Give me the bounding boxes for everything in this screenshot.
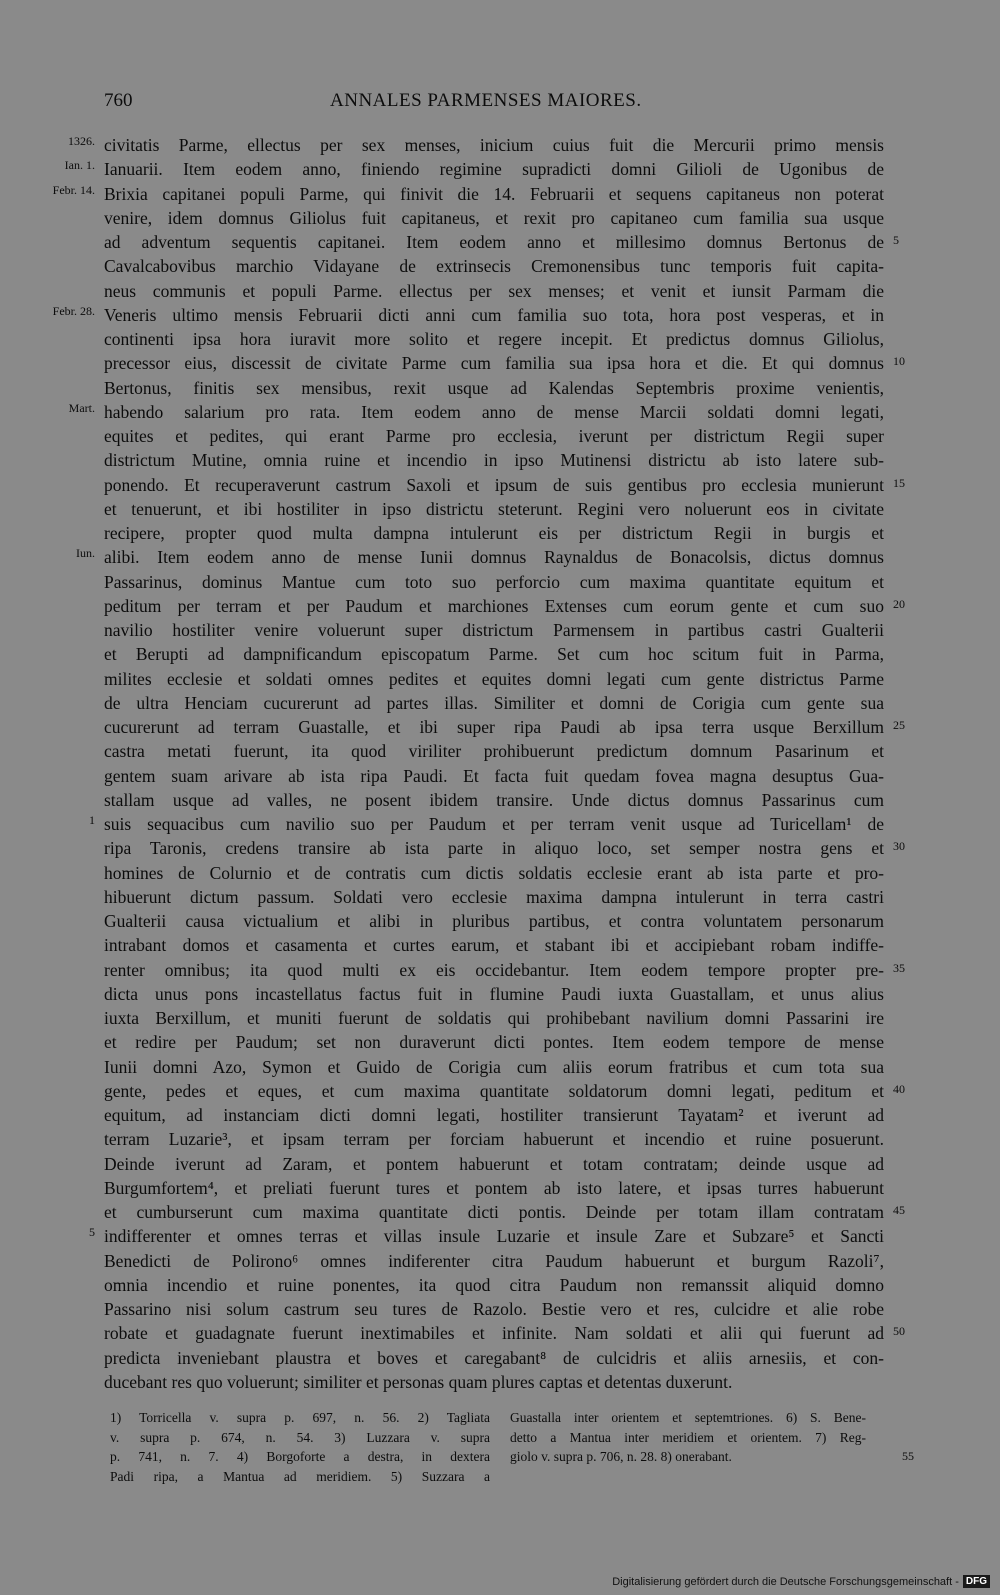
line-text: Cavalcabovibus marchio Vidayane de extrinsecis Cremonensibus tunc temporis fuit capita- [104,256,884,277]
line-text: equitum, ad instanciam dicti domni legati, hostiliter transierunt Tayatam² et iverunt ad [104,1105,884,1125]
text-line [0,1200,1000,1224]
margin-note: Mart. [68,400,95,415]
line-text: predicta inveniebant plaustra et boves et caregabant⁸ de culcidris et aliis arnesiis, et con- [104,1347,884,1368]
text-line [0,982,1000,1006]
line-text: iuxta Berxillum, et muniti fuerunt de soldatis qui prohibebant navilium domni Passarini ire [104,1008,884,1028]
footnote-col-right: Guastalla inter orientem et septemtriones. 6) S. Bene- [510,1410,866,1425]
text-line [0,618,1000,642]
line-number: 45 [893,1203,905,1217]
text-line [0,182,1000,206]
credit-text: Digitalisierung gefördert durch die Deutsche Forschungsgemeinschaft - [612,1575,959,1588]
line-text: navilio hostiliter venire voluerunt super districtum Parmensem in partibus castri Gualterii [104,620,884,640]
footnote-col-left: p. 741, n. 7. 4) Borgoforte a destra, in dextera [110,1449,490,1464]
line-text: Iunii domni Azo, Symon et Guido de Corigia cum aliis eorum fratribus et cum tota sua [104,1056,884,1077]
line-number: 10 [893,354,905,369]
text-line [0,885,1000,909]
digitization-credit [612,1575,990,1588]
line-text: de ultra Henciam cucurerunt ad partes illas. Similiter et domni de Corigia cum gente sua [104,692,884,713]
text-line [0,303,1000,327]
line-text: alibi. Item eodem anno de mense Iunii domnus Raynaldus de Bonacolsis, dictus domnus [104,547,884,568]
text-line [0,1079,1000,1103]
line-text: Bertonus, finitis sex mensibus, rexit usque ad Kalendas Septembris proxime venientis, [104,377,884,398]
text-line [0,473,1000,497]
line-text: homines de Colurnio et de contratis cum dictis soldatis ecclesie erant ab ista parte et pro- [104,862,884,883]
text-line [0,1346,1000,1370]
text-line [0,424,1000,448]
line-number: 25 [893,718,905,732]
line-number: 5 [893,233,899,247]
text-line [0,327,1000,351]
text-line [0,1273,1000,1297]
margin-note: 1326. [68,134,95,148]
line-text: cucurerunt ad terram Guastalle, et ibi super ripa Paudi ab ipsa terra usque Berxillum [104,717,884,737]
line-text: renter omnibus; ita quod multi ex eis occidebantur. Item eodem tempore propter pre- [104,959,884,980]
text-line [0,909,1000,933]
line-text: districtum Mutine, omnia ruine et incendio in ipso Mutinensi districtu ab isto latere sub- [104,450,884,471]
text-line [0,376,1000,400]
margin-note: 5 [89,1225,95,1240]
main-text [0,133,1000,1394]
text-line [0,1370,1000,1394]
footnote-row [0,1467,1000,1487]
text-line [0,788,1000,812]
line-number: 15 [893,475,905,490]
line-text: Brixia capitanei populi Parme, qui finivit die 14. Februarii et sequens capitaneus non poterat [104,183,884,204]
footnote-col-left: 1) Torricella v. supra p. 697, n. 56. 2) Tagliata [110,1410,490,1425]
text-line [0,1224,1000,1248]
line-text: et cumburserunt cum maxima quantitate dicti pontis. Deinde per totam illam contratam [104,1202,884,1222]
margin-note: Febr. 28. [52,303,95,318]
line-text: Passarinus, dominus Mantue cum toto suo perforcio cum maxima quantitate equitum et [104,571,884,592]
footnote-col-left: v. supra p. 674, n. 54. 3) Luzzara v. supra [110,1429,490,1445]
line-text: recipere, propter quod multa dampna intulerunt eis per districtum Regii in burgis et [104,523,884,543]
line-number: 40 [893,1081,905,1096]
text-line [0,351,1000,375]
text-line [0,1006,1000,1030]
text-line [0,764,1000,788]
line-text: Passarino nisi solum castrum seu tures de Razolo. Bestie vero et res, culcidre et alie robe [104,1299,884,1319]
text-line [0,1152,1000,1176]
margin-note: Febr. 14. [52,182,95,197]
text-line [0,133,1000,157]
line-number: 20 [893,596,905,611]
text-line [0,1176,1000,1200]
footnote-col-right: giolo v. supra p. 706, n. 28. 8) onerabant. [510,1449,732,1464]
line-text: suis sequacibus cum navilio suo per Paudum et per terram venit usque ad Turicellam¹ de [104,814,884,834]
text-line [0,521,1000,545]
line-text: robate et guadagnate fuerunt inextimabiles et infinite. Nam soldati et alii qui fuerunt ad [104,1323,884,1344]
line-text: civitatis Parme, ellectus per sex menses, inicium cuius fuit die Mercurii primo mensis [104,135,884,155]
text-line [0,667,1000,691]
line-text: Ianuarii. Item eodem anno, finiendo regimine supradicti domni Gilioli de Ugonibus de [104,159,884,180]
line-text: et Berupti ad dampnificandum episcopatum Parme. Set cum hoc scitum fuit in Parma, [104,644,884,665]
line-text: Deinde iverunt ad Zaram, et pontem habuerunt et totam contratam; deinde usque ad [104,1153,884,1174]
line-text: indifferenter et omnes terras et villas insule Luzarie et insule Zare et Subzare⁵ et Sancti [104,1226,884,1247]
text-line [0,715,1000,739]
text-line [0,497,1000,521]
line-number: 55 [902,1449,914,1463]
text-line [0,1030,1000,1054]
line-text: peditum per terram et per Paudum et marchiones Extenses cum eorum gente et cum suo [104,595,884,616]
text-line [0,812,1000,836]
line-text: equites et pedites, qui erant Parme pro ecclesia, iverunt per districtum Regii super [104,426,884,446]
text-line [0,642,1000,666]
line-text: Benedicti de Polirono⁶ omnes indiferenter citra Paudum habuerunt et burgum Razoli⁷, [104,1250,884,1271]
dfg-logo: DFG [963,1575,990,1588]
text-line [0,739,1000,763]
line-text: ripa Taronis, credens transire ab ista parte in aliquo loco, set semper nostra gens et [104,838,884,859]
text-line [0,691,1000,715]
line-text: omnia incendio et ruine ponentes, ita quod citra Paudum non remanssit aliquid domno [104,1274,884,1295]
line-text: milites ecclesie et soldati omnes pedites et equites domni legati cum gente districtus Parme [104,668,884,689]
line-text: venire, idem domnus Giliolus fuit capitaneus, et rexit pro capitaneo cum familia sua usque [104,207,884,228]
footnote-row [0,1428,1000,1448]
text-line [0,157,1000,181]
text-line [0,545,1000,569]
line-text: castra metati fuerunt, ita quod viriliter prohibuerunt predictum domnum Pasarinum et [104,741,884,762]
line-text: et tenuerunt, et ibi hostiliter in ipso districtu steterunt. Regini vero noluerunt eos in civitate [104,498,884,519]
footnote-col-left: Padi ripa, a Mantua ad meridiem. 5) Suzzara a [110,1468,490,1484]
text-line [0,861,1000,885]
page-header [0,90,1000,120]
text-line [0,1127,1000,1151]
line-text: dicta unus pons incastellatus factus fuit in flumine Paudi iuxta Guastallam, et unus alius [104,983,884,1004]
margin-note: 1 [89,813,95,827]
line-text: gentem suam arivare ab ista ripa Paudi. Et facta fuit quedam fovea magna desuptus Gua- [104,765,884,786]
text-line [0,570,1000,594]
line-number: 30 [893,839,905,854]
line-text: terram Luzarie³, et ipsam terram per forciam habuerunt et incendio et ruine posuerunt. [104,1129,884,1150]
line-number: 35 [893,960,905,975]
line-text: neus communis et populi Parme. ellectus per sex menses; et venit et iunsit Parmam die [104,280,884,301]
text-line [0,279,1000,303]
text-line [0,230,1000,254]
text-line [0,1103,1000,1127]
line-text: et redire per Paudum; set non duraverunt dicti pontes. Item eodem tempore de mense [104,1032,884,1053]
text-line [0,1321,1000,1345]
text-line [0,254,1000,278]
text-line [0,933,1000,957]
line-text: Veneris ultimo mensis Februarii dicti anni cum familia suo tota, hora post vesperas, et in [104,304,884,325]
line-text: ad adventum sequentis capitanei. Item eodem anno et millesimo domnus Bertonus de [104,232,884,252]
text-line [0,1055,1000,1079]
footnotes [0,1408,1000,1486]
text-line [0,836,1000,860]
footnote-row [0,1447,1000,1467]
line-text: stallam usque ad valles, ne posent ibidem transire. Unde dictus domnus Passarinus cum [104,789,884,810]
text-line [0,1249,1000,1273]
text-line [0,958,1000,982]
line-text: Gualterii causa victualium et alibi in pluribus partibus, et contra voluntatem personarum [104,911,884,931]
running-title: ANNALES PARMENSES MAIORES. [330,90,642,111]
page-number: 760 [104,90,133,111]
footnote-row [0,1408,1000,1428]
text-line [0,448,1000,472]
line-number: 50 [893,1324,905,1339]
line-text: ducebant res quo voluerunt; similiter et personas quam plures captas et detentas duxerunt. [104,1371,733,1392]
margin-note: Iun. [76,546,95,561]
text-line [0,400,1000,424]
line-text: continenti ipsa hora iuravit more solito et regere incepit. Et predictus domnus Giliolus, [104,329,884,349]
line-text: gente, pedes et eques, et cum maxima quantitate soldatorum domni legati, peditum et [104,1080,884,1101]
footnote-col-right: detto a Mantua inter meridiem et orientem. 7) Reg- [510,1429,866,1445]
line-text: intrabant domos et casamenta et curtes earum, et stabant ibi et accipiebant robam indiffe- [104,935,884,956]
text-line [0,594,1000,618]
text-line [0,1297,1000,1321]
text-line [0,206,1000,230]
line-text: Burgumfortem⁴, et preliati fuerunt tures et pontem ab isto latere, et ipsas turres habuerunt [104,1177,884,1198]
line-text: precessor eius, discessit de civitate Parme cum familia sua ipsa hora et die. Et qui domnus [104,353,884,374]
line-text: habendo salarium pro rata. Item eodem anno de mense Marcii soldati domni legati, [104,401,884,422]
margin-note: Ian. 1. [64,158,95,173]
line-text: hibuerunt dictum passum. Soldati vero ecclesie maxima dampna intulerunt in terra castri [104,886,884,907]
line-text: ponendo. Et recuperaverunt castrum Saxoli et ipsum de suis gentibus pro ecclesia munierunt [104,474,884,495]
